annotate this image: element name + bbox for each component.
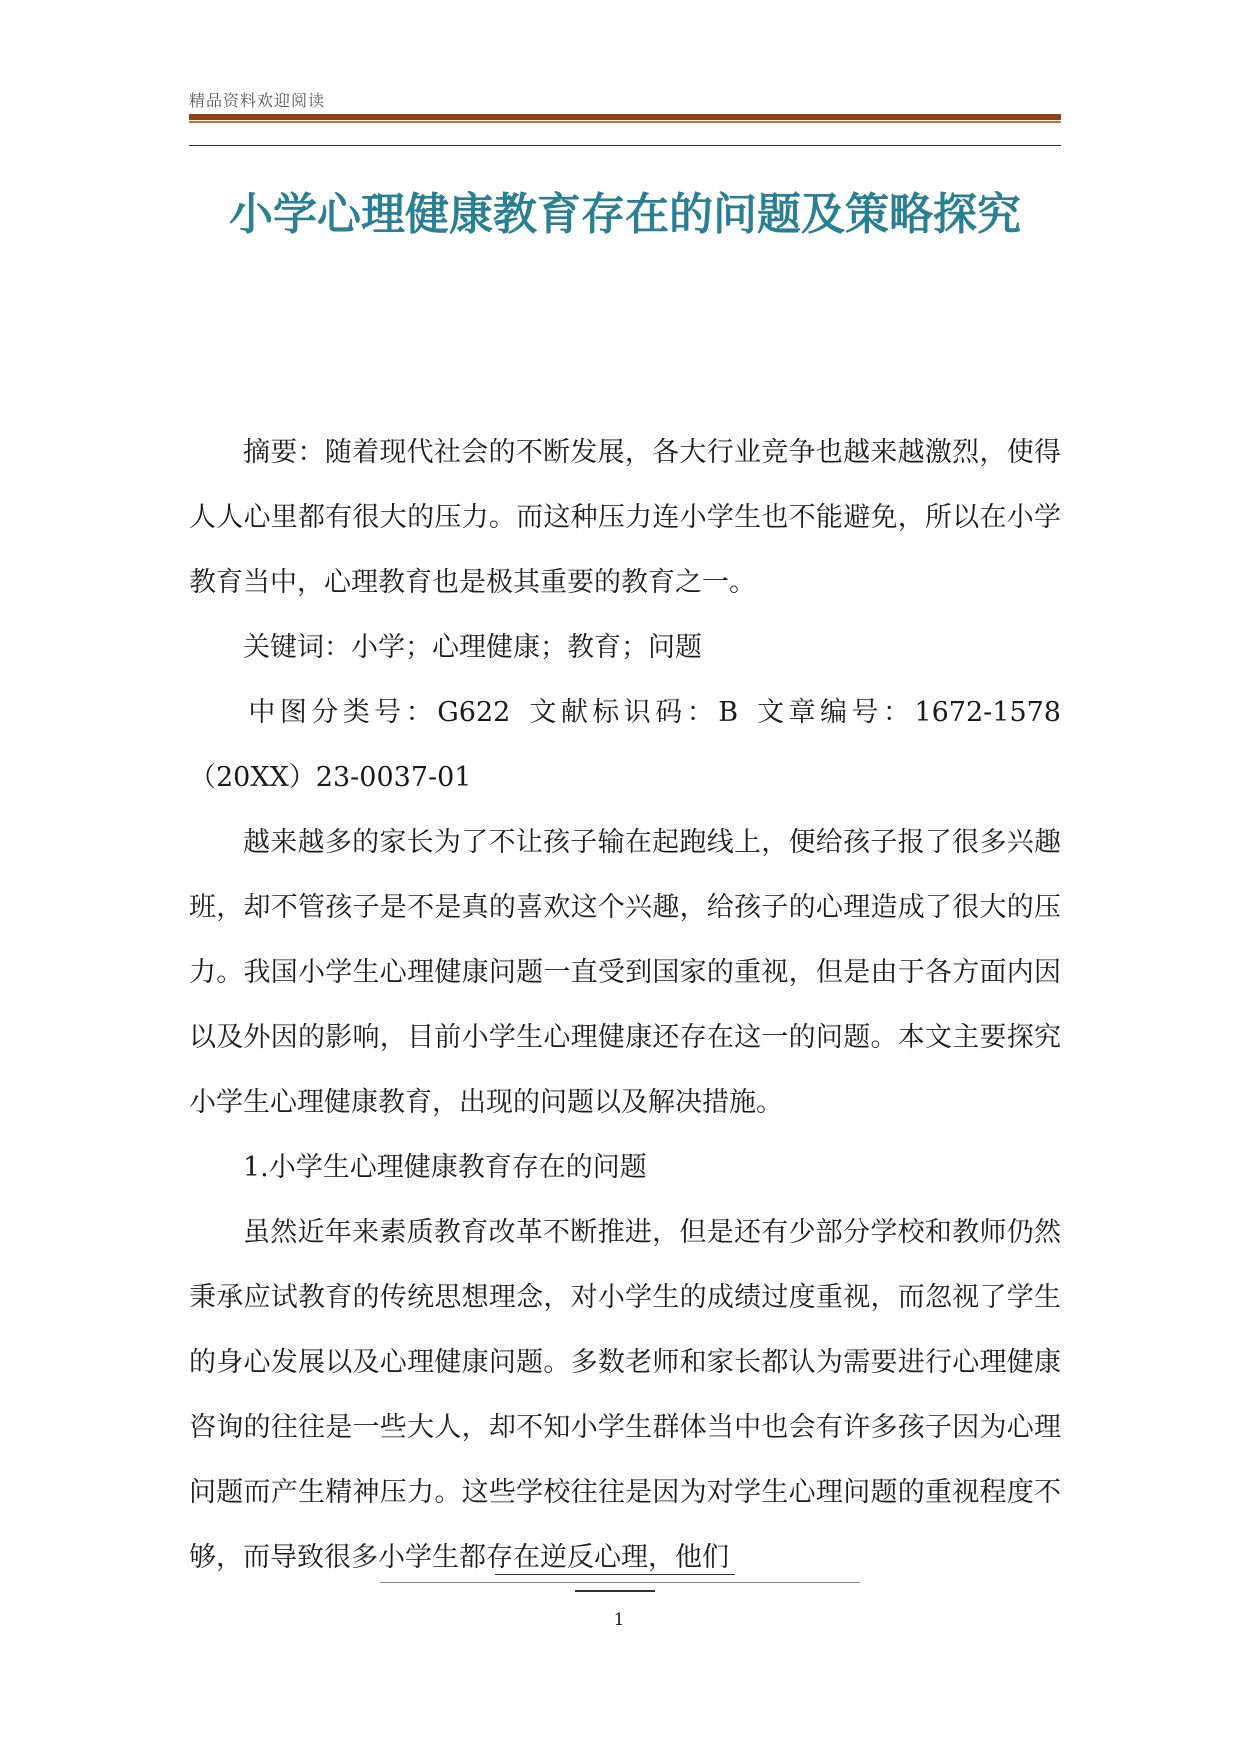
header-rule-thin	[189, 145, 1061, 146]
header-label: 精品资料欢迎阅读	[189, 91, 326, 110]
body-paragraph: 越来越多的家长为了不让孩子输在起跑线上，便给孩子报了很多兴趣班，却不管孩子是不是真的喜欢这个兴趣，给孩子的心理造成了很大的压力。我国小学生心理健康问题一直受到国家的重视，但是由于各方面内因以及外因的影响，目前小学生心理健康还存在这一的问题。本文主要探究小学生心理健康教育，出现的问题以及解决措施。	[189, 827, 1061, 1118]
section-heading: 1.小学生心理健康教育存在的问题	[243, 1152, 647, 1183]
abstract-paragraph: 摘要：随着现代社会的不断发展，各大行业竞争也越来越激烈，使得人人心里都有很大的压力。而这种压力连小学生也不能避免，所以在小学教育当中，心理教育也是极其重要的教育之一。	[189, 437, 1061, 598]
document-body	[189, 420, 1061, 1590]
header-rule-thick	[189, 114, 1061, 120]
keywords-paragraph: 关键词：小学；心理健康；教育；问题	[243, 632, 702, 663]
header-rule-accent	[189, 121, 1061, 123]
classification-paragraph: 中图分类号：G622 文献标识码：B 文章编号：1672-1578（20XX）23-0037-01	[189, 697, 1061, 793]
body-paragraph: 虽然近年来素质教育改革不断推进，但是还有少部分学校和教师仍然秉承应试教育的传统思想理念，对小学生的成绩过度重视，而忽视了学生的身心发展以及心理健康问题。多数老师和家长都认为需要进行心理健康咨询的往往是一些大人，却不知小学生群体当中也会有许多孩子因为心理问题而产生精神压力。这些学校往往是因为对学生心理问题的重视程度不够，而导致很多小学生都存在逆反心理，他们	[189, 1217, 1061, 1573]
page-number: 1	[613, 1610, 625, 1630]
footer-rule-inner	[495, 1574, 735, 1575]
footer-rule-page	[575, 1590, 655, 1592]
document-title: 小学心理健康教育存在的问题及策略探究	[229, 189, 1021, 241]
footer-rule-outer	[380, 1582, 860, 1583]
